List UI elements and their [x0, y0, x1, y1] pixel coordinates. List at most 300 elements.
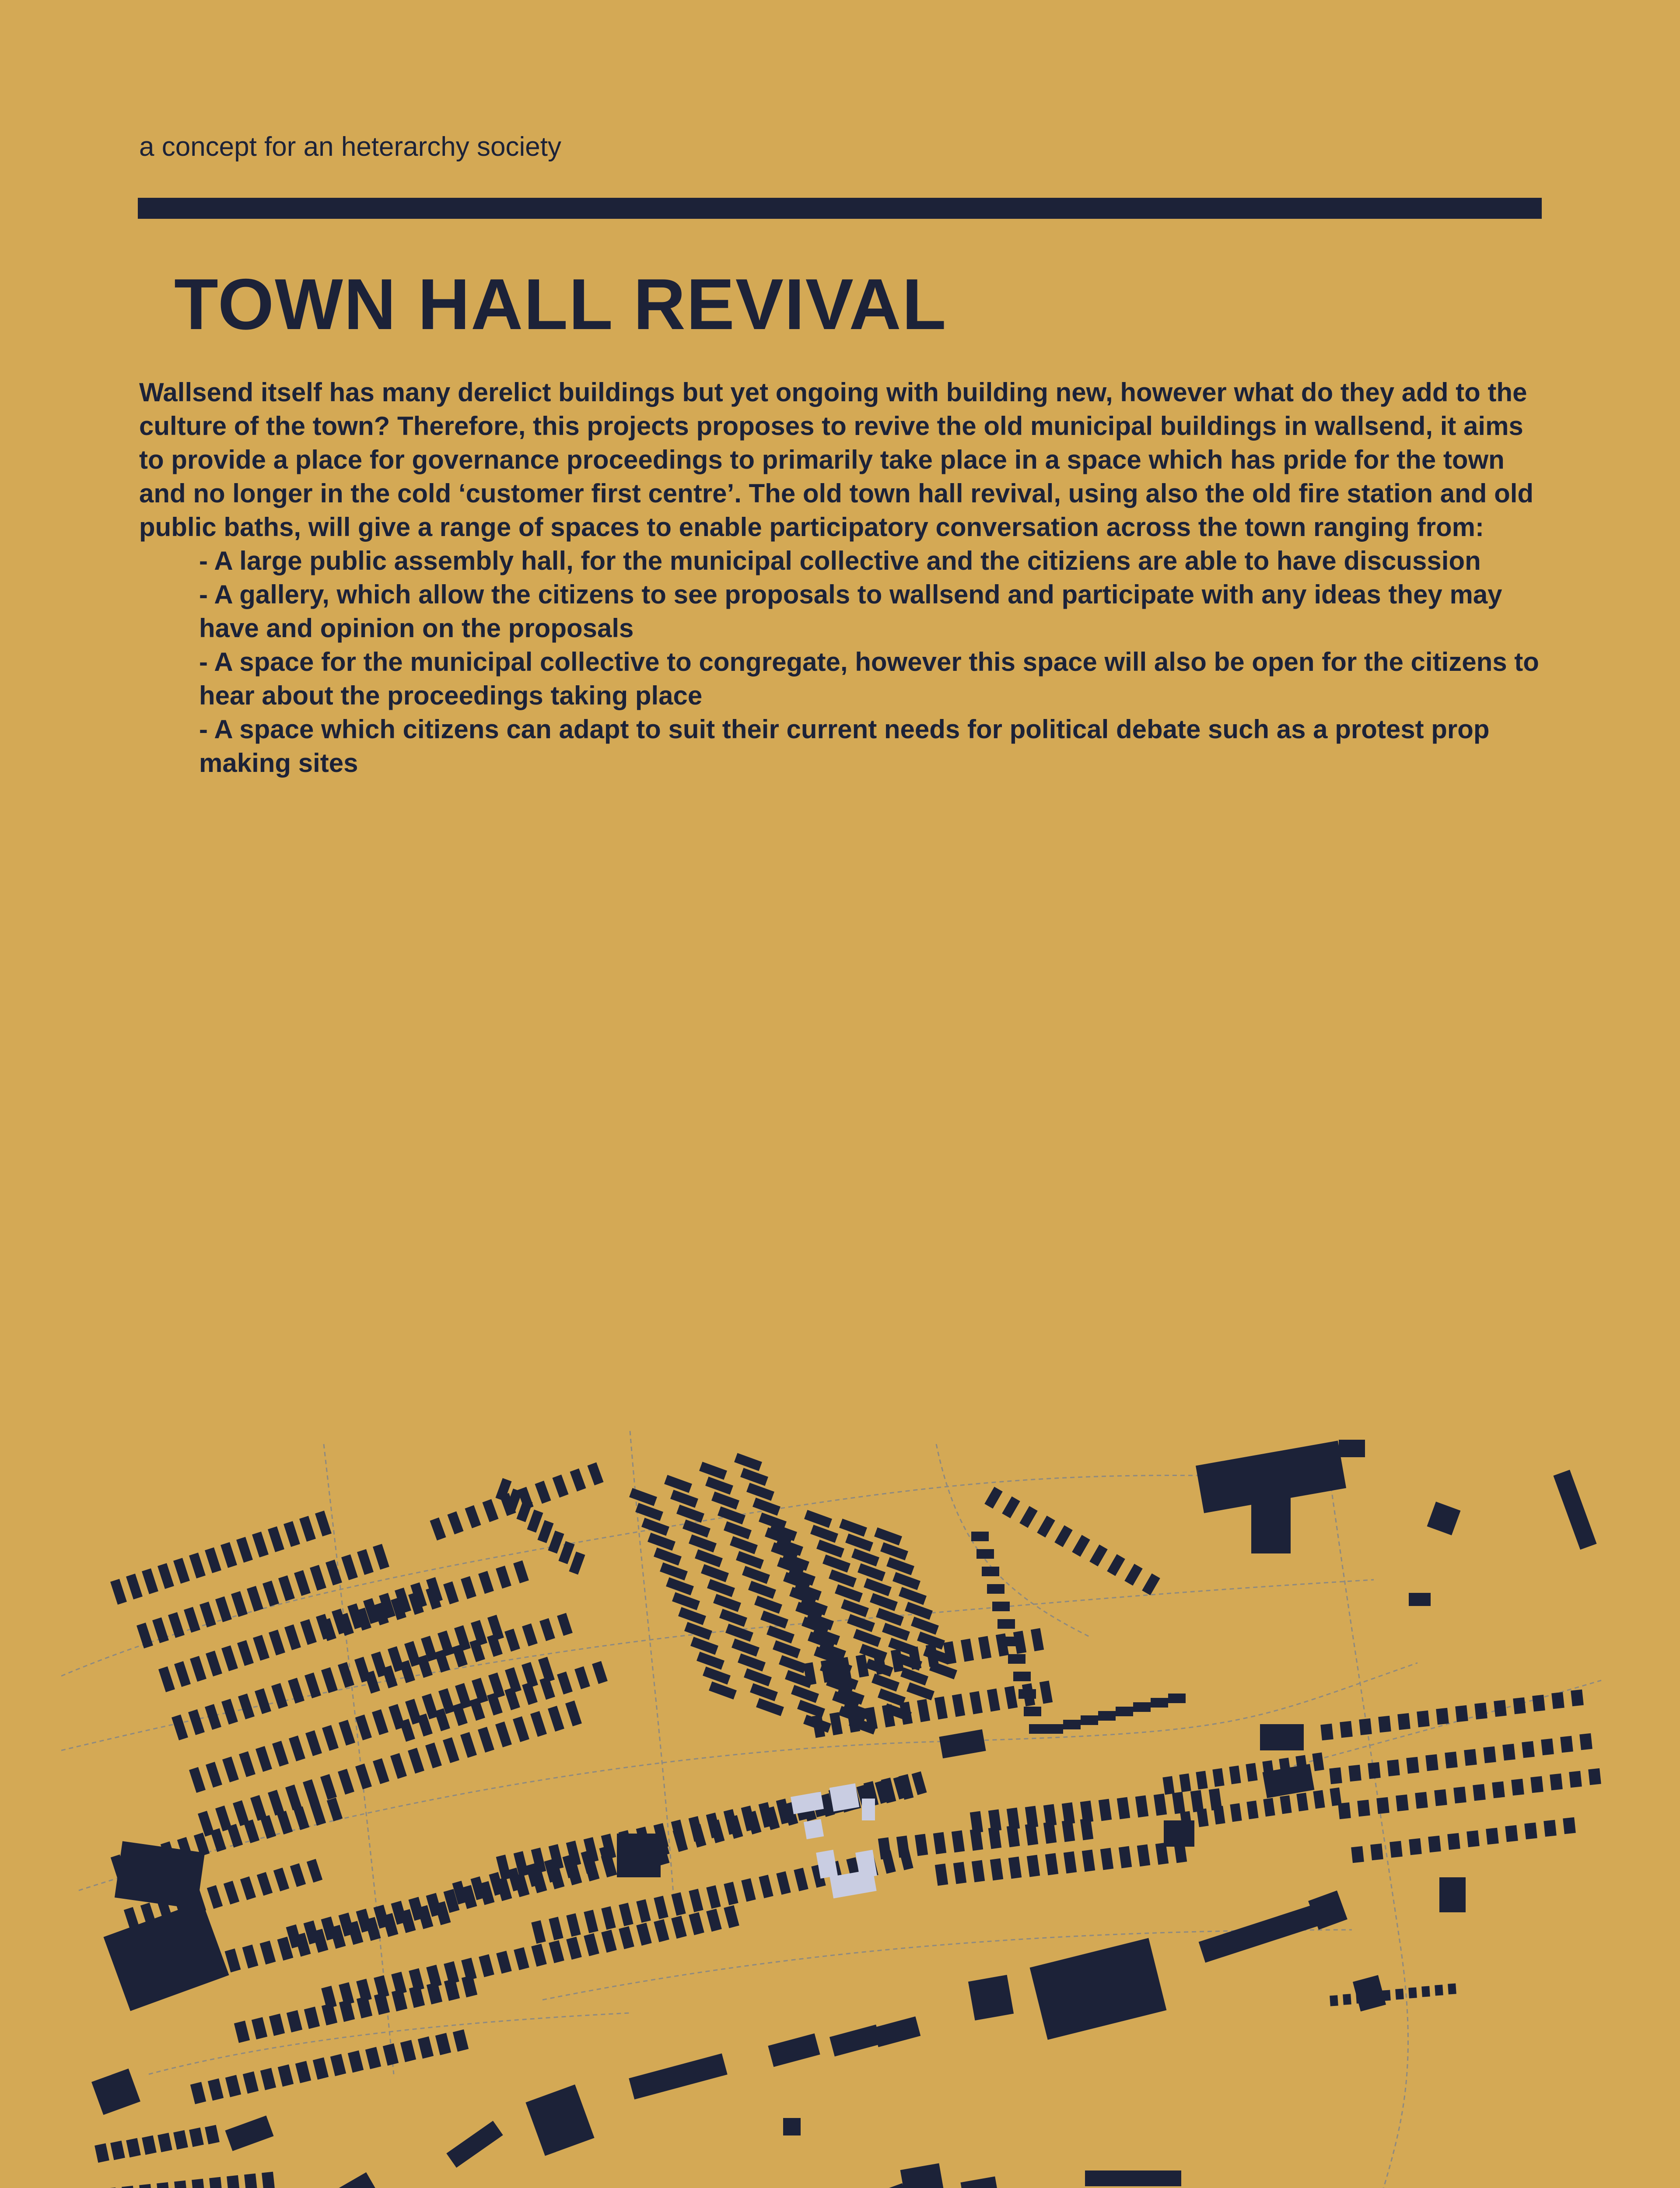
building — [874, 1527, 902, 1545]
building — [237, 1640, 254, 1666]
building — [322, 2003, 337, 2026]
building — [1513, 1697, 1526, 1715]
building — [629, 1488, 657, 1506]
building — [1027, 1855, 1040, 1877]
list-item: - A large public assembly hall, for the municipal collective and the citiziens are able to have discussion — [199, 546, 1481, 575]
building — [1453, 1787, 1466, 1804]
building — [1406, 1757, 1419, 1774]
building — [566, 1937, 582, 1960]
building — [671, 1892, 686, 1916]
building — [1541, 1739, 1554, 1756]
building — [724, 1521, 752, 1539]
building — [525, 2084, 594, 2156]
building — [209, 2177, 222, 2188]
building — [601, 1930, 617, 1953]
building — [701, 1564, 729, 1582]
building — [1190, 1790, 1204, 1813]
building — [1329, 1767, 1342, 1785]
building — [587, 1462, 603, 1486]
building — [400, 2040, 416, 2062]
building — [220, 1542, 237, 1568]
building — [262, 1581, 279, 1606]
building — [872, 1673, 900, 1691]
building — [1387, 1760, 1400, 1777]
building — [984, 1487, 1003, 1509]
building — [465, 1505, 481, 1529]
building — [1081, 1715, 1098, 1725]
building — [1427, 1502, 1461, 1536]
building — [1408, 1987, 1417, 1998]
building — [736, 1551, 764, 1569]
building — [299, 1516, 316, 1542]
building — [1164, 1820, 1194, 1847]
building — [425, 1743, 442, 1768]
building — [1502, 1744, 1516, 1761]
list-item: - A space which citizens can adapt to suit their current needs for political debate such as a protest prop making sites — [199, 715, 1490, 778]
building — [225, 2075, 241, 2097]
building — [953, 1862, 966, 1884]
building — [1263, 1798, 1275, 1817]
building — [189, 1553, 206, 1578]
building — [278, 2065, 294, 2087]
building — [689, 1889, 703, 1912]
building — [548, 1531, 564, 1554]
building — [269, 1630, 285, 1655]
building — [713, 1594, 741, 1612]
building — [1246, 1763, 1257, 1782]
building — [882, 1623, 910, 1641]
building — [348, 2051, 364, 2073]
building — [256, 1746, 272, 1772]
town-hall-building — [830, 1783, 860, 1812]
building — [374, 1993, 390, 2015]
building — [244, 1820, 259, 1843]
building — [1179, 1774, 1191, 1792]
building — [260, 1941, 276, 1965]
building — [896, 1836, 910, 1858]
building — [322, 1725, 339, 1751]
building — [189, 1767, 206, 1793]
building — [184, 1607, 200, 1633]
building — [1313, 1790, 1325, 1809]
building — [315, 1511, 332, 1536]
building — [1172, 1792, 1185, 1814]
building — [189, 2128, 204, 2147]
building — [173, 2130, 188, 2150]
building — [321, 2172, 379, 2188]
building-footprints — [94, 1453, 1601, 2188]
building — [339, 1720, 355, 1746]
building — [706, 1909, 722, 1932]
building — [252, 1532, 269, 1557]
building — [430, 1518, 446, 1541]
spaces-list — [139, 544, 1552, 780]
building — [990, 1858, 1003, 1881]
building — [835, 1584, 863, 1602]
building — [357, 1996, 372, 2019]
building — [900, 1701, 913, 1725]
building — [892, 1572, 920, 1590]
building — [1199, 1901, 1330, 1963]
building — [225, 2115, 273, 2151]
building — [200, 1602, 216, 1627]
building — [664, 1475, 692, 1493]
building — [418, 2037, 434, 2059]
building — [548, 1706, 564, 1732]
building — [917, 1699, 930, 1722]
building — [570, 1469, 586, 1492]
building — [1162, 1776, 1174, 1795]
building — [853, 1629, 881, 1647]
building — [970, 1691, 983, 1714]
building — [372, 1709, 388, 1735]
description — [139, 375, 1552, 780]
building — [1425, 1754, 1438, 1771]
building — [724, 1905, 739, 1929]
building — [221, 1645, 238, 1671]
building — [1339, 1440, 1365, 1457]
building — [290, 1863, 306, 1887]
building — [1107, 1554, 1125, 1576]
building — [188, 1709, 205, 1735]
building — [1008, 1857, 1022, 1879]
building — [847, 1614, 875, 1632]
building — [1040, 1680, 1053, 1704]
building — [409, 1986, 425, 2008]
building — [1098, 1711, 1116, 1721]
building — [804, 1510, 832, 1528]
building — [478, 1571, 494, 1594]
building — [227, 2175, 240, 2188]
building — [744, 1668, 772, 1686]
building — [535, 1481, 551, 1504]
building — [365, 2047, 381, 2069]
building — [845, 1533, 873, 1551]
building — [260, 1815, 276, 1839]
building — [748, 1581, 776, 1599]
building — [566, 1913, 581, 1937]
building — [278, 1575, 295, 1601]
building — [284, 1624, 301, 1650]
building — [373, 1544, 389, 1570]
building — [1054, 1525, 1073, 1547]
building — [549, 1917, 563, 1940]
building — [746, 1483, 774, 1501]
building — [670, 1490, 698, 1508]
building — [1348, 1765, 1362, 1782]
building — [139, 2184, 152, 2188]
building — [1483, 1746, 1496, 1764]
building — [1439, 1877, 1466, 1912]
building — [1359, 1718, 1372, 1736]
building — [341, 1554, 358, 1580]
building — [1353, 1975, 1386, 2011]
building — [1004, 1686, 1018, 1709]
page-title: TOWN HALL REVIVAL — [174, 264, 947, 344]
building — [696, 1652, 724, 1669]
building — [565, 1701, 582, 1726]
building — [330, 2054, 346, 2076]
building — [373, 1758, 389, 1784]
building — [1505, 1825, 1518, 1842]
building — [1417, 1711, 1430, 1728]
building — [1024, 1707, 1041, 1716]
building — [495, 1722, 512, 1747]
building — [1351, 1846, 1364, 1863]
building — [531, 1920, 546, 1944]
building — [998, 1619, 1015, 1629]
building — [91, 2069, 140, 2115]
building — [1338, 1802, 1351, 1820]
building — [172, 1715, 188, 1740]
building — [168, 1612, 185, 1638]
building — [978, 1636, 991, 1659]
building — [1397, 1713, 1410, 1730]
building — [752, 1497, 780, 1515]
building — [899, 1587, 927, 1605]
building — [126, 2138, 141, 2158]
building — [1280, 1795, 1292, 1814]
building — [719, 1609, 747, 1627]
building — [1135, 1795, 1148, 1818]
building — [537, 1520, 553, 1543]
building — [654, 1919, 669, 1943]
building — [110, 1579, 127, 1605]
building — [1142, 1574, 1160, 1595]
building — [1343, 1994, 1351, 2005]
building — [1137, 1844, 1150, 1867]
building — [987, 1688, 1000, 1711]
building — [1486, 1828, 1499, 1845]
building — [205, 1547, 221, 1573]
building — [227, 1824, 243, 1848]
building — [812, 1715, 825, 1738]
building — [660, 1562, 688, 1580]
building — [676, 1504, 704, 1522]
building — [1409, 1838, 1422, 1855]
building — [206, 1762, 222, 1788]
building — [1002, 1497, 1020, 1518]
building — [695, 1549, 723, 1567]
building — [461, 1576, 476, 1599]
building — [1196, 1771, 1208, 1790]
building — [460, 1732, 477, 1758]
building — [1551, 1692, 1564, 1709]
building — [462, 1975, 477, 1998]
building — [760, 1610, 788, 1628]
building — [961, 1638, 974, 1662]
building — [271, 1683, 288, 1709]
building — [392, 1989, 407, 2012]
building — [584, 1933, 599, 1957]
building — [1197, 1809, 1208, 1827]
building — [1368, 1762, 1381, 1779]
building — [1390, 1841, 1403, 1858]
building — [446, 2121, 503, 2167]
building — [268, 1790, 284, 1816]
building — [207, 1885, 223, 1909]
building — [514, 1947, 529, 1971]
building — [1019, 1506, 1038, 1528]
building — [115, 1841, 205, 1909]
building — [768, 2034, 820, 2067]
building — [856, 1654, 869, 1677]
building — [1511, 1779, 1524, 1796]
building — [569, 1552, 585, 1575]
building — [906, 1682, 934, 1700]
building — [1357, 1800, 1370, 1817]
building — [284, 1521, 300, 1547]
building — [257, 1872, 273, 1896]
building — [103, 1901, 229, 2011]
building — [1246, 1801, 1258, 1820]
building — [552, 1475, 568, 1498]
building — [288, 1678, 304, 1704]
building — [1588, 1768, 1601, 1785]
building — [1124, 1564, 1143, 1586]
building — [911, 1616, 939, 1634]
building — [636, 1923, 652, 1946]
building — [522, 1623, 538, 1646]
building — [619, 1903, 633, 1926]
building — [239, 1751, 256, 1777]
building — [574, 1666, 590, 1689]
building — [939, 1729, 986, 1759]
building — [1296, 1793, 1308, 1812]
building — [689, 1912, 704, 1936]
building — [933, 1832, 946, 1855]
building — [672, 1592, 700, 1610]
building — [900, 2163, 951, 2188]
building — [210, 1828, 226, 1852]
building — [1445, 1752, 1458, 1769]
building — [453, 2030, 469, 2052]
building — [900, 1667, 928, 1685]
building — [157, 2182, 170, 2188]
building — [1063, 1720, 1081, 1729]
building — [968, 1975, 1014, 2020]
building — [1378, 1716, 1391, 1733]
building — [1151, 1698, 1168, 1708]
building — [443, 1737, 459, 1763]
building — [303, 1779, 319, 1805]
building — [1434, 1789, 1447, 1806]
building — [152, 1617, 169, 1643]
building — [1116, 1707, 1133, 1716]
building — [1473, 1784, 1486, 1801]
building — [880, 1542, 908, 1560]
building — [173, 1558, 190, 1584]
building — [1530, 1776, 1544, 1793]
building — [1031, 1628, 1044, 1651]
building — [225, 1949, 241, 1973]
building — [408, 1748, 424, 1774]
building — [1330, 1788, 1341, 1806]
building — [549, 1940, 564, 1964]
building — [1046, 1724, 1063, 1734]
building — [158, 1563, 174, 1589]
building — [435, 2033, 451, 2055]
building — [779, 1655, 807, 1673]
building — [1494, 1700, 1507, 1717]
building — [952, 1830, 965, 1853]
list-item: - A gallery, which allow the citizens to see proposals to wallsend and participate with any ideas they may have and opinion on the proposals — [199, 580, 1502, 643]
building — [1117, 1797, 1130, 1820]
building — [641, 1518, 669, 1536]
building — [858, 1563, 886, 1581]
building — [783, 2118, 801, 2135]
building — [272, 1741, 289, 1767]
building — [816, 1539, 844, 1557]
building — [142, 1568, 158, 1594]
building — [221, 1699, 238, 1725]
town-hall-building — [804, 1819, 824, 1839]
building — [1396, 1795, 1409, 1812]
building — [94, 2143, 109, 2163]
building — [1455, 1705, 1468, 1722]
building — [1464, 1749, 1477, 1766]
building — [287, 2010, 302, 2033]
building — [255, 1688, 271, 1714]
building — [1212, 1768, 1224, 1787]
building — [478, 1727, 494, 1753]
building — [1579, 1733, 1592, 1750]
building — [830, 2025, 881, 2057]
building — [158, 2133, 172, 2153]
building — [1099, 1799, 1112, 1821]
building — [742, 1566, 770, 1584]
building — [1013, 1672, 1031, 1681]
building — [1029, 1724, 1046, 1734]
building — [776, 1871, 791, 1895]
building — [1492, 1781, 1505, 1799]
building — [1436, 1708, 1449, 1725]
building — [539, 1618, 555, 1641]
building — [750, 1683, 778, 1701]
building — [158, 1666, 175, 1692]
building — [709, 1681, 737, 1699]
building — [496, 1566, 511, 1588]
building — [738, 1653, 766, 1671]
building — [740, 1468, 768, 1486]
building — [730, 1536, 758, 1554]
building — [734, 1453, 762, 1471]
building — [294, 1570, 311, 1596]
building — [592, 1661, 608, 1684]
building — [190, 1656, 206, 1682]
building — [1030, 1938, 1167, 2040]
building — [236, 1537, 253, 1563]
building — [1466, 1830, 1480, 1848]
building — [629, 2053, 727, 2099]
building — [305, 1730, 322, 1756]
figure-ground-map — [61, 1418, 1619, 2188]
building — [447, 1511, 463, 1535]
building — [706, 1885, 721, 1909]
building — [1522, 1741, 1535, 1758]
building — [1340, 1721, 1353, 1738]
building — [206, 1651, 222, 1676]
building — [601, 1906, 616, 1930]
building — [1370, 1844, 1383, 1861]
building — [654, 1547, 682, 1565]
building — [557, 1613, 573, 1636]
building — [617, 1834, 661, 1877]
building — [707, 1579, 735, 1597]
building — [252, 2017, 267, 2040]
building — [383, 2044, 399, 2066]
building — [357, 1549, 374, 1575]
